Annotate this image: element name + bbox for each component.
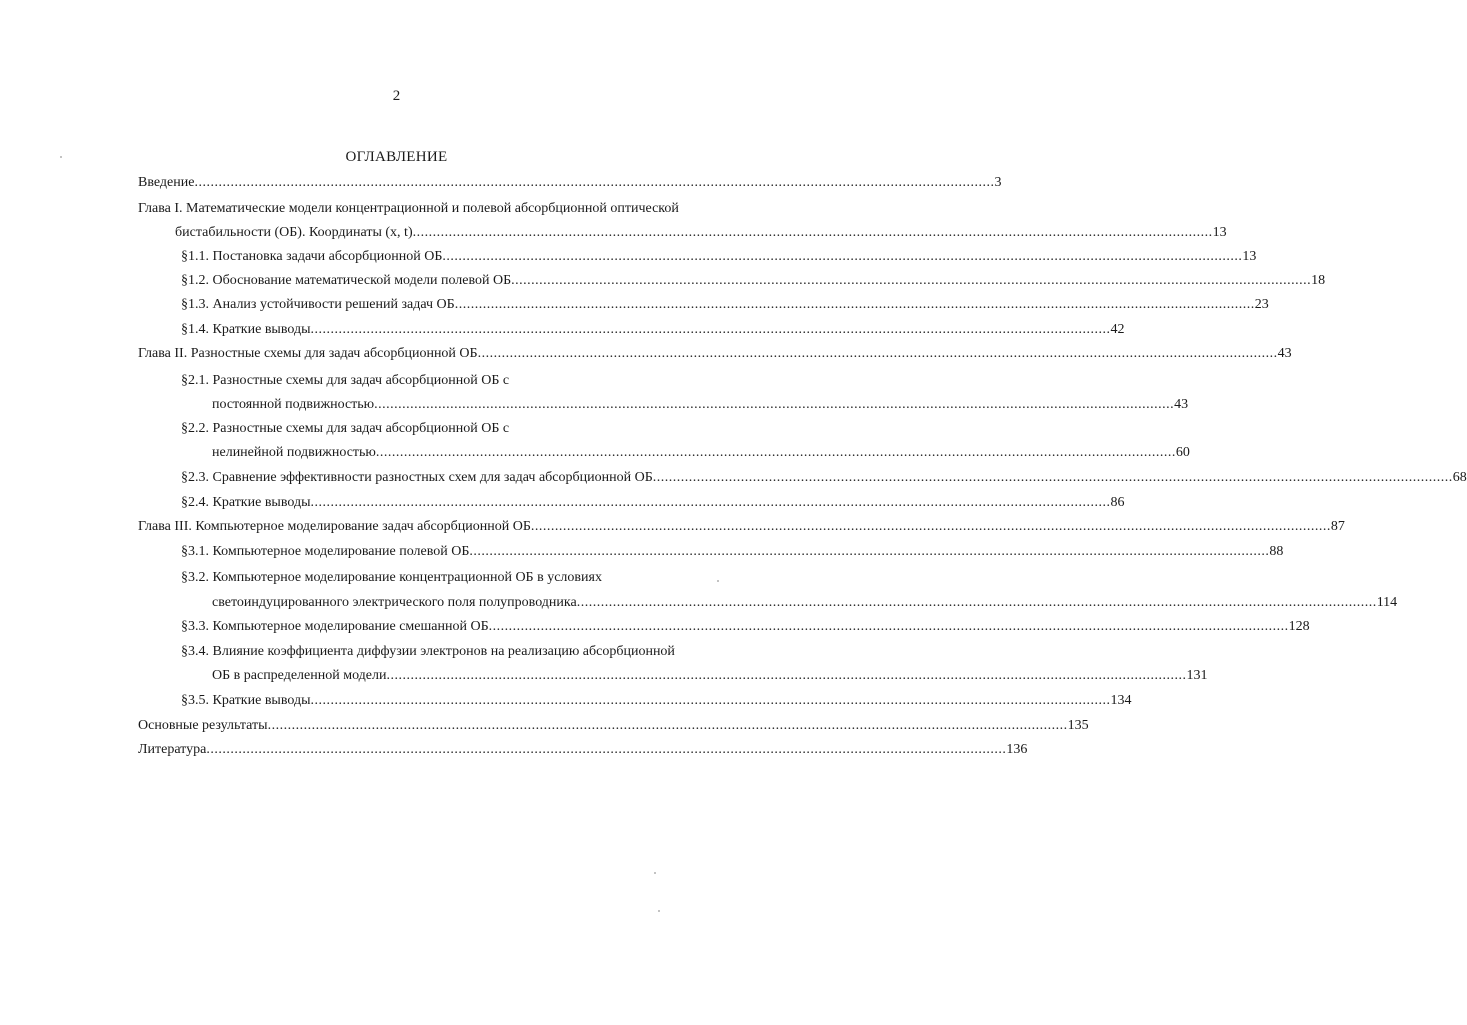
leader-dots: ........................................................................................................................................................................................................ — [442, 249, 1243, 264]
page-number: 2 — [392, 88, 401, 104]
toc-entry-text: бистабильности (ОБ). Координаты (x, t) — [175, 225, 413, 240]
toc-section-2-4 — [181, 494, 1125, 512]
toc-section-2-1-line1: §2.1. Разностные схемы для задач абсорбционной ОБ с — [181, 373, 510, 388]
toc-page-number: 3 — [994, 175, 1002, 190]
leader-dots: ........................................................................................................................................................................................................ — [511, 273, 1312, 288]
leader-dots: ........................................................................................................................................................................................................ — [374, 397, 1175, 412]
toc-entry-text: §1.4. Краткие выводы — [181, 322, 311, 337]
toc-page-number: 86 — [1110, 495, 1125, 510]
toc-entry-text: Основные результаты — [138, 718, 268, 733]
leader-dots: ........................................................................................................................................................................................................ — [652, 470, 1453, 485]
toc-page-number: 136 — [1006, 742, 1028, 757]
scan-speck — [60, 156, 62, 158]
toc-section-3-4 — [212, 667, 1208, 685]
toc-page-number: 88 — [1269, 544, 1284, 559]
toc-page-number: 43 — [1277, 346, 1292, 361]
toc-entry-results — [138, 717, 1089, 735]
toc-section-3-2-line1: §3.2. Компьютерное моделирование концентрационной ОБ в условиях — [181, 570, 602, 585]
toc-entry-text: нелинейной подвижностью — [212, 445, 376, 460]
leader-dots: ........................................................................................................................................................................................................ — [477, 346, 1278, 361]
toc-entry-text: §1.2. Обоснование математической модели полевой ОБ — [181, 273, 512, 288]
toc-chapter-1-line1: Глава I. Математические модели концентрационной и полевой абсорбционной оптической — [138, 201, 679, 216]
toc-entry-text: Введение — [138, 175, 195, 190]
leader-dots: ........................................................................................................................................................................................................ — [310, 693, 1111, 708]
scan-speck — [654, 872, 656, 874]
toc-section-3-4-line1: §3.4. Влияние коэффициента диффузии электронов на реализацию абсорбционной — [181, 644, 675, 659]
toc-entry-text: Литература — [138, 742, 207, 757]
toc-entry-text: Глава III. Компьютерное моделирование задач абсорбционной ОБ — [138, 519, 531, 534]
page-title: ОГЛАВЛЕНИЕ — [345, 149, 448, 165]
leader-dots: ........................................................................................................................................................................................................ — [206, 742, 1007, 757]
toc-page-number: 87 — [1330, 519, 1345, 534]
leader-dots: ........................................................................................................................................................................................................ — [454, 297, 1255, 312]
toc-page-number: 23 — [1254, 297, 1269, 312]
leader-dots: ........................................................................................................................................................................................................ — [469, 544, 1270, 559]
toc-page-number: 131 — [1186, 668, 1208, 683]
leader-dots: ........................................................................................................................................................................................................ — [310, 495, 1111, 510]
toc-section-2-2-line1: §2.2. Разностные схемы для задач абсорбционной ОБ с — [181, 421, 510, 436]
toc-page-number: 42 — [1110, 322, 1125, 337]
leader-dots: ........................................................................................................................................................................................................ — [194, 175, 995, 190]
toc-section-2-3 — [181, 469, 1467, 487]
leader-dots: ........................................................................................................................................................................................................ — [386, 668, 1187, 683]
toc-chapter-1 — [175, 224, 1227, 242]
toc-section-2-1 — [212, 396, 1189, 414]
toc-section-3-5 — [181, 692, 1132, 710]
leader-dots: ........................................................................................................................................................................................................ — [310, 322, 1111, 337]
leader-dots: ........................................................................................................................................................................................................ — [488, 619, 1289, 634]
toc-entry-text: §1.3. Анализ устойчивости решений задач ОБ — [181, 297, 455, 312]
toc-page-number: 43 — [1174, 397, 1189, 412]
toc-entry-text: §3.5. Краткие выводы — [181, 693, 311, 708]
toc-page-number: 134 — [1110, 693, 1132, 708]
toc-page-number: 114 — [1376, 595, 1398, 610]
leader-dots: ........................................................................................................................................................................................................ — [576, 595, 1377, 610]
toc-page-number: 135 — [1067, 718, 1089, 733]
toc-page-number: 13 — [1242, 249, 1257, 264]
leader-dots: ........................................................................................................................................................................................................ — [267, 718, 1068, 733]
leader-dots: ........................................................................................................................................................................................................ — [375, 445, 1176, 460]
scan-speck — [658, 910, 660, 912]
toc-section-2-2 — [212, 444, 1190, 462]
toc-page-number: 60 — [1175, 445, 1190, 460]
toc-entry-text: постоянной подвижностью — [212, 397, 375, 412]
toc-section-1-3 — [181, 296, 1269, 314]
toc-section-1-2 — [181, 272, 1326, 290]
toc-entry-intro — [138, 174, 1002, 192]
toc-entry-text: Глава II. Разностные схемы для задач абсорбционной ОБ — [138, 346, 478, 361]
toc-entry-text: §2.3. Сравнение эффективности разностных схем для задач абсорбционной ОБ — [181, 470, 653, 485]
toc-section-3-2 — [212, 594, 1398, 612]
toc-entry-text: §3.1. Компьютерное моделирование полевой ОБ — [181, 544, 470, 559]
toc-entry-literature — [138, 741, 1028, 759]
toc-chapter-2 — [138, 345, 1292, 363]
toc-page-number: 13 — [1212, 225, 1227, 240]
toc-section-3-3 — [181, 618, 1310, 636]
leader-dots: ........................................................................................................................................................................................................ — [412, 225, 1213, 240]
leader-dots: ........................................................................................................................................................................................................ — [530, 519, 1331, 534]
toc-page-number: 68 — [1452, 470, 1467, 485]
toc-entry-text: §1.1. Постановка задачи абсорбционной ОБ — [181, 249, 443, 264]
toc-entry-text: ОБ в распределенной модели — [212, 668, 387, 683]
toc-chapter-3 — [138, 518, 1345, 536]
toc-entry-text: §2.4. Краткие выводы — [181, 495, 311, 510]
toc-page-number: 18 — [1311, 273, 1326, 288]
toc-section-3-1 — [181, 543, 1284, 561]
toc-entry-text: светоиндуцированного электрического поля полупроводника — [212, 595, 577, 610]
toc-entry-text: §3.3. Компьютерное моделирование смешанной ОБ — [181, 619, 489, 634]
scan-speck — [717, 580, 719, 582]
toc-section-1-1 — [181, 248, 1257, 266]
toc-section-1-4 — [181, 321, 1125, 339]
toc-page-number: 128 — [1288, 619, 1310, 634]
